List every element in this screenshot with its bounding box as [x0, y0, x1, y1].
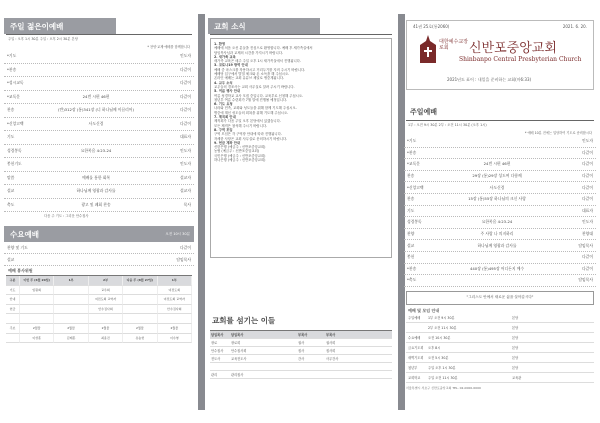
grid-cell: 2월물 — [89, 324, 123, 334]
worship-row-detail: 요한복음 4:23-24 — [80, 147, 112, 153]
grid-cell — [54, 295, 88, 305]
wednesday-title: 수요예배 — [10, 229, 39, 239]
worship-row-detail: 주 사랑 나 의지하리 — [480, 231, 514, 237]
grid-cell: 주보 — [6, 324, 20, 334]
news-line: 교우들의 경조사는 교회 사무실로 알려 주시기 바랍니다. — [214, 84, 295, 89]
schedule-line: 1부 : 오전 9시 30분 2부 : 오전 11시 30분 (오후 1시) — [408, 123, 487, 127]
grid-header-cell: 1부 — [158, 276, 192, 286]
grid-cell — [123, 314, 157, 324]
news-line: 예배 중 마스크를 착용하시고 거리두기를 지켜 주시기 바랍니다. — [214, 67, 306, 72]
worship-row-leader: 다같이 — [179, 93, 191, 99]
servants-cell: 안수집사회 — [230, 347, 297, 355]
worship-row-label: *찬송 — [407, 149, 417, 155]
worship-row-leader: 목사 — [183, 201, 191, 207]
worship-row-detail: 29장 (통)29장 성도여 다함께 — [472, 173, 522, 179]
worship-row-label: *신앙고백 — [407, 184, 424, 190]
grid-cell — [89, 314, 123, 324]
meeting-cell: 교육관 — [510, 373, 594, 383]
worship-row-label: 기도 — [7, 134, 15, 140]
worship-row — [4, 50, 194, 64]
worship-row — [404, 275, 596, 287]
grid-cell: 헌금 — [6, 305, 20, 315]
column-church-news — [208, 14, 394, 410]
theme-quote: "그리스도 안에서 새로운 삶을 살아갑시다" — [406, 291, 594, 305]
meetings-table — [406, 313, 594, 383]
worship-row — [404, 229, 596, 241]
worship-row-leader: 담임목사 — [176, 256, 191, 262]
grid-cell: 임원회 — [20, 286, 54, 296]
servants-cell: 집사회 — [325, 347, 392, 355]
church-name-english: Shinbanpo Central Presbyterian Church — [459, 56, 582, 63]
meeting-cell: 본당 — [510, 333, 594, 343]
worship-row-leader: 설교자 — [179, 188, 191, 194]
worship-row-leader: 다같이 — [581, 184, 593, 190]
grid-cell: 교우회 — [89, 286, 123, 296]
worship-row-label: 찬송 — [407, 196, 415, 202]
servants-cell — [230, 363, 297, 371]
worship-row-label: *기도 — [407, 138, 417, 144]
worship-row-detail: 예배를 통한 회복 — [81, 174, 111, 180]
wednesday-order-list — [4, 242, 194, 266]
servants-cell — [297, 363, 325, 371]
news-line: 3. 코로나19 방역 안내 — [214, 63, 248, 68]
bulletin-date: 2021. 6. 20. — [562, 24, 587, 29]
worship-row — [404, 182, 596, 194]
news-line: 병중에 계신 성도들의 회복을 위해 기도해 주십시오. — [214, 110, 289, 115]
grid-cell: 기도 — [6, 286, 20, 296]
news-line: 2. 새가족 교육 — [214, 54, 236, 59]
grid-cell — [158, 314, 192, 324]
news-line: 온라인 예배는 교회 유튜브 채널로 생중계됩니다. — [214, 76, 284, 81]
worship-order-list — [404, 136, 596, 287]
servants-cell: 집사 — [297, 347, 325, 355]
servants-table — [210, 330, 392, 379]
meeting-cell: 주일 오전 11시 30분 — [426, 373, 510, 383]
servants-cell: 전도사 — [210, 355, 230, 363]
grid-cell: 안내 — [6, 295, 20, 305]
grid-cell: 최용진 — [89, 334, 123, 344]
worship-row-label: *축도 — [407, 277, 417, 283]
grid-cell: 2월물 — [123, 324, 157, 334]
worship-row — [404, 252, 596, 264]
grid-header-cell: 2부 — [89, 276, 123, 286]
worship-row-label: *신앙고백 — [7, 120, 24, 126]
news-line: 여름 성경학교 교사 모집 중입니다. 교육부로 신청해 주십시오. — [214, 93, 304, 98]
grid-header-cell: 구분 — [6, 276, 20, 286]
meeting-cell: 본당 — [510, 363, 594, 373]
grid-cell: 여전도회 — [158, 286, 192, 296]
section-title-young-adult: 주일 젊은이예배 — [4, 18, 116, 34]
meeting-cell: 본당 — [510, 323, 594, 333]
news-line: 1. 환영 — [214, 42, 226, 46]
news-line: 자세한 사항은 교회 사무실로 문의하시기 바랍니다. — [214, 136, 288, 141]
grid-cell: 2월물 — [20, 324, 54, 334]
grid-header-cell: 다음 주 (6월 27일) — [123, 276, 157, 286]
servants-cell — [210, 363, 230, 371]
worship-row-label: 설교 — [7, 256, 15, 262]
worship-row-leader: 인도자 — [179, 53, 191, 59]
section-title-wednesday — [4, 226, 194, 242]
news-line: 청년부 여름 수련회가 7월 말에 진행될 예정입니다. — [214, 97, 288, 102]
news-line: 9. 헌금 계좌 안내 — [214, 140, 241, 145]
worship-row-leader: 다같이 — [179, 120, 191, 126]
grid-cell: 이수영 — [158, 334, 192, 344]
worship-row-detail: 24번 시편 46편 — [82, 93, 110, 99]
worship-row-leader: 다같이 — [179, 107, 191, 113]
worship-row-label: 설교 — [407, 242, 415, 248]
worship-row-detail: 440장 (통)495장 어디든지 예수 — [469, 265, 525, 271]
worship-row-leader: 인도자 — [179, 147, 191, 153]
meeting-cell: 오전 5시 30분 — [426, 353, 510, 363]
worship-row — [404, 148, 596, 160]
meetings-title: 예배 및 모임 안내 — [408, 307, 440, 313]
grid-cell — [54, 286, 88, 296]
servants-cell: 권사회 — [325, 339, 392, 347]
grid-header-cell: 이번 주 (6월 20일) — [20, 276, 54, 286]
news-line: 6. 기도 요청 — [214, 102, 233, 107]
meeting-cell: 새벽기도회 — [406, 353, 426, 363]
news-line: 담임목사님과 교제의 시간을 가지시기 바랍니다. — [214, 50, 283, 55]
worship-row-detail: 15장 (통)55장 하나님의 크신 사랑 — [468, 196, 526, 202]
worship-row-detail: 사도신경 — [88, 120, 104, 126]
worship-row — [4, 242, 194, 254]
grid-cell — [54, 305, 88, 315]
grid-cell — [6, 314, 20, 324]
news-line: 4. 교우 소식 — [214, 80, 233, 85]
worship-row — [404, 264, 596, 276]
grid-cell: 2월물 — [54, 324, 88, 334]
meeting-cell: 금요기도회 — [406, 343, 426, 353]
worship-row — [4, 199, 194, 213]
worship-row-label: 찬송 — [407, 173, 415, 179]
servants-cell: 관리집사 — [230, 371, 297, 379]
worship-row — [4, 118, 194, 132]
worship-row-leader: 다같이 — [581, 161, 593, 167]
news-line: 새가족 교육은 매주 주일 오후 1시 새가족실에서 진행됩니다. — [214, 59, 301, 64]
grid-cell: 안수집사회 — [158, 305, 192, 315]
worship-row — [404, 194, 596, 206]
worship-row-label: 찬양 — [407, 231, 415, 237]
worship-row-label: *교독문 — [407, 161, 420, 167]
grid-cell: 김태훈 — [54, 334, 88, 344]
section-title-sunday: 주일예배 — [410, 108, 438, 116]
servants-cell: 부목사 — [325, 331, 392, 339]
servants-cell: 사무간사 — [325, 355, 392, 363]
schedule-line: 주일 : 오후 1시 30분 주일 : 오후 2시 30분 본당 — [8, 37, 78, 41]
worship-row-label: *교독문 — [7, 93, 20, 99]
worship-row-leader: 대표자 — [581, 207, 593, 213]
worship-row-label: 설교 — [7, 188, 15, 194]
worship-row-leader: 인도자 — [179, 161, 191, 167]
grid-cell — [20, 305, 54, 315]
servants-cell: 안수집사 — [210, 347, 230, 355]
worship-row-label: *기도 — [7, 53, 17, 59]
worship-row-detail: 하나님께 영광과 감사를 — [76, 188, 116, 194]
wednesday-time: 오전 10시 30분 — [165, 231, 190, 236]
meeting-cell: 본당 — [510, 313, 594, 323]
meeting-cell: 수요예배 — [406, 333, 426, 343]
worship-row-label: 찬송 — [7, 107, 15, 113]
news-line: 모든 제직은 참석해 주시기 바랍니다. — [214, 123, 268, 128]
worship-row-detail: (반)312장 (통)341장 (너 하나님께 이끌리어) — [58, 107, 134, 113]
servants-cell: 담임목사 — [210, 331, 230, 339]
worship-row-leader: 다같이 — [581, 196, 593, 202]
service-volunteer-table — [6, 275, 192, 343]
worship-order-list — [4, 50, 194, 212]
worship-row-leader: 다같이 — [179, 80, 191, 86]
worship-row-label: 성경봉독 — [407, 219, 422, 225]
worship-row-leader: 다같이 — [581, 149, 593, 155]
meeting-cell: 주일 오후 1시 30분 — [426, 363, 510, 373]
worship-row — [4, 77, 194, 91]
closing-note: 다음 주 기도 : 그리운 안수집사 — [44, 214, 89, 218]
news-line: 구역 모임은 각 구역장 안내에 따라 진행됩니다. — [214, 132, 282, 137]
worship-row — [404, 159, 596, 171]
news-line: 나라와 민족, 교회와 성도들을 위해 함께 기도해 주십시오. — [214, 106, 297, 111]
worship-row-leader: 인도자 — [581, 138, 593, 144]
meeting-cell: 교회학교 — [406, 373, 426, 383]
news-line: 예배에 처음 오신 분들을 진심으로 환영합니다. 예배 후 새가족실에서 — [214, 46, 313, 51]
grid-cell: 여전도회 교역자 — [158, 295, 192, 305]
worship-row-label: 성경봉독 — [7, 147, 22, 153]
column-young-adult-worship — [4, 14, 194, 410]
grid-cell — [20, 295, 54, 305]
grid-cell: 여전도회 교역자 — [89, 295, 123, 305]
grid-cell — [123, 305, 157, 315]
worship-row — [4, 91, 194, 105]
divider — [210, 34, 392, 35]
church-banner — [406, 20, 594, 90]
church-name: 신반포중앙교회 — [469, 41, 557, 56]
ministry-note: * 예배 10분 전에는 입당하여 기도로 준비합시다 — [524, 131, 592, 135]
worship-row-label: 축도 — [7, 201, 15, 207]
section-title-servants: 교회를 섬기는 이들 — [212, 315, 276, 325]
meeting-cell: 2부 오전 11시 30분 — [426, 323, 510, 333]
worship-row-leader: 설교자 — [179, 174, 191, 180]
news-line: 하나은행 (예금주 : 신반포중앙교회) — [214, 158, 266, 163]
servants-cell: 장로회 — [230, 339, 297, 347]
meeting-cell: 1부 오전 9시 30분 — [426, 313, 510, 323]
worship-row-label: 기도 — [407, 207, 415, 213]
grid-cell — [54, 314, 88, 324]
news-line: 8. 구역 모임 — [214, 127, 233, 132]
worship-row — [4, 158, 194, 172]
news-line: 국민은행 (예금주 : 신반포중앙교회) — [214, 153, 266, 158]
grid-cell: 안수집사회 — [89, 305, 123, 315]
worship-row — [404, 217, 596, 229]
servants-cell: 간사 — [297, 355, 325, 363]
worship-row-leader: 다같이 — [179, 66, 191, 72]
grid-cell — [123, 286, 157, 296]
fold-spine-left — [198, 14, 205, 410]
column-main-worship — [404, 14, 596, 410]
worship-row — [4, 64, 194, 78]
grid-cell: 2월물 — [158, 324, 192, 334]
news-box — [210, 38, 392, 258]
grid-cell — [123, 295, 157, 305]
servants-cell: 권사 — [297, 339, 325, 347]
news-line: 예배당 입구에서 발열 체크와 손 소독을 해 주십시오. — [214, 72, 290, 77]
worship-row — [4, 131, 194, 145]
meeting-cell: 본당 — [510, 353, 594, 363]
ministry-note: * 찬양·교제·예배를 함께합니다 — [147, 45, 190, 49]
worship-row-label: *성시교독 — [7, 80, 24, 86]
grid-header-cell: 1부 — [54, 276, 88, 286]
worship-row-leader: 인도자 — [581, 219, 593, 225]
worship-row-label: 찬양 및 기도 — [7, 244, 28, 250]
servants-cell: 장로 — [210, 339, 230, 347]
worship-row-leader: 다같이 — [581, 254, 593, 260]
worship-row-detail: 24번 시편 46편 — [483, 161, 511, 167]
worship-row-detail: 사도신경 — [489, 184, 505, 190]
worship-row — [4, 145, 194, 159]
worship-row-leader: 담임목사 — [578, 242, 593, 248]
meeting-cell — [406, 323, 426, 333]
servants-cell: 교육전도사 — [230, 355, 297, 363]
worship-row-leader: 다같이 — [179, 244, 191, 250]
worship-row — [4, 172, 194, 186]
worship-row-leader: 담임목사 — [578, 277, 593, 283]
news-line: 5. 여름 행사 안내 — [214, 89, 241, 94]
church-logo-icon — [419, 35, 437, 63]
issue-number: 41권 25호(통2060) — [413, 24, 450, 29]
servants-cell — [325, 371, 392, 379]
denomination-name: 대한예수교장로회 — [439, 39, 468, 51]
worship-row-detail: 요한복음 4:23-24 — [481, 219, 513, 225]
worship-row — [4, 254, 194, 266]
servants-cell — [325, 363, 392, 371]
church-footer: 서울특별시 서초구 신반포중앙교회 TEL. 02-0000-0000 — [406, 385, 481, 390]
worship-row-leader: 찬양대 — [581, 231, 593, 237]
worship-row — [404, 136, 596, 148]
grid-cell — [20, 314, 54, 324]
worship-row — [4, 104, 194, 118]
servants-cell: 부목사 — [297, 331, 325, 339]
worship-row — [4, 185, 194, 199]
news-line: 제직회가 다음 주일 오후 본당에서 있겠습니다. — [214, 119, 281, 124]
meeting-cell: 본당 — [510, 343, 594, 353]
news-line: 신한은행 (예금주 : 신반포중앙교회) — [214, 145, 266, 150]
servants-cell — [297, 371, 325, 379]
worship-row-leader: 다같이 — [581, 173, 593, 179]
worship-row-label: *찬송 — [407, 265, 417, 271]
news-line: 농협 (예금주 : 신반포중앙교회) — [214, 149, 260, 154]
worship-row-label: *찬송 — [7, 66, 17, 72]
meeting-cell: 주일예배 — [406, 313, 426, 323]
grid-cell — [6, 334, 20, 344]
meeting-cell: 오전 10시 30분 — [426, 333, 510, 343]
worship-row — [404, 240, 596, 252]
worship-row-detail: 하나님께 영광과 감사를 — [477, 242, 517, 248]
worship-row — [404, 171, 596, 183]
worship-row — [404, 206, 596, 218]
worship-row-leader: 다같이 — [581, 265, 593, 271]
section-title-news: 교회 소식 — [208, 18, 320, 34]
grid-cell: 유승헌 — [123, 334, 157, 344]
worship-row-leader: 대표자 — [179, 134, 191, 140]
grid-cell: 이상훈 — [20, 334, 54, 344]
annual-motto: 2021년도 표어 : 내일을 준비하는 교회(마6:33) — [447, 77, 532, 82]
meeting-cell: 오후 8시 — [426, 343, 510, 353]
servants-cell: 관리 — [210, 371, 230, 379]
news-line: 7. 제직회 안내 — [214, 115, 236, 120]
worship-row-label: 봉헌기도 — [7, 161, 22, 167]
worship-row-detail: 광고 및 폐회 찬송 — [81, 201, 111, 207]
meeting-cell: 청년부 — [406, 363, 426, 373]
worship-row-label: 말씀 — [7, 174, 15, 180]
service-title: 예배 봉사위원 — [8, 268, 33, 273]
servants-cell: 담임목사 — [230, 331, 297, 339]
worship-row-label: 봉헌 — [407, 254, 415, 260]
